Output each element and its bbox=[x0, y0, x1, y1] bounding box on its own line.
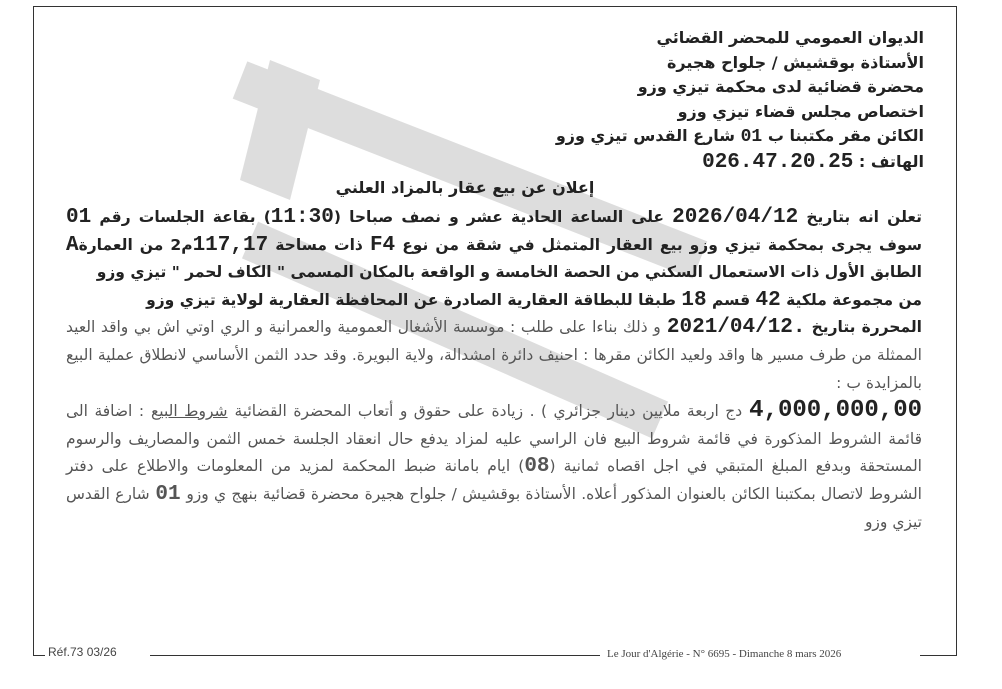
auction-time: 11:30 bbox=[270, 206, 334, 229]
auction-date: 2026/04/12 bbox=[672, 206, 799, 229]
area-value: 117,17 bbox=[192, 233, 269, 257]
starting-price: 4,000,000,00 bbox=[749, 397, 922, 425]
notice-title: إعلان عن بيع عقار بالمزاد العلني bbox=[335, 178, 595, 197]
header-jurisdiction: اختصاص مجلس قضاء تيزي وزو bbox=[677, 101, 924, 121]
header-court: محضرة قضائية لدى محكمة تيزي وزو bbox=[637, 77, 924, 96]
header-office: الديوان العمومي للمحضر القضائي bbox=[656, 28, 924, 47]
newspaper-footer: Le Jour d'Algérie - N° 6695 - Dimanche 8 mars 2026 bbox=[607, 648, 842, 660]
header-phone: الهاتف : 026.47.20.25 bbox=[702, 150, 924, 174]
notice-body: تعلن انه بتاريخ 2026/04/12 على الساعة الحادية عشر و نصف صباحا (11:30) بقاعة الجلسات رقم 01 سوف يجرى بمحكمة تيزي وزو بيع العقار المتمثل في شقة من نوع F4 ذات مساحة 117,17م2 من العمارةA الطابق الأول ذات الاستعمال السكني من الحصة الخامسة و الواقعة بالمكان المسمى " الكاف لحمر " تيزي وزو من مجموعة ملكية 42 قسم 18 طبقا للبطاقة العقارية الصادرة عن المحافظة العقارية لولاية تيزي وزو المحررة بتاريخ 2021/04/12. و ذلك بناءا على طلب : موسسة الأشغال العمومية والعمرانية و الري اوتي اش بي واقد العيد الممثلة من طرف مسير ها واقد ولعيد الكائن مقرها : احنيف دائرة امشدالة، ولاية البويرة. وقد حدد الثمن الأساسي لانطلاق عملية البيع بالمزايدة ب : 4,000,000,00 دج اربعة ملايين دينار جزائري ) . زيادة على حقوق و أتعاب المحضرة القضائية شروط البيع : اضافة الى قائمة الشروط المذكورة في قائمة شروط البيع فان الراسي عليه لمزاد يدفع حال انعقاد الجلسة خمس الثمن والمصاريف والرسوم المستحقة وبدفع المبلغ المتبقي في اجل اقصاه ثمانية (08) ايام بامانة ضبط المحكمة لمزيد من المعلومات والاطلاع على دفتر الشروط لاتصال بمكتبنا الكائن بالعنوان المذكور أعلاه. الأستاذة بوقشيش / جلواح هجيرة محضرة قضائية بنهج ي وزو 01 شارع القدس تيزي وزو bbox=[66, 206, 922, 531]
frame-bottom-rule bbox=[920, 655, 957, 656]
frame-bottom-rule bbox=[150, 655, 600, 656]
sale-conditions-heading: شروط البيع bbox=[151, 402, 228, 421]
header-address: الكائن مقر مكتبنا ب 01 شارع القدس تيزي وزو bbox=[555, 126, 924, 147]
bailiff-header bbox=[304, 26, 924, 175]
header-name: الأستاذة بوقشيش / جلواح هجيرة bbox=[666, 52, 924, 72]
frame-bottom-rule bbox=[33, 655, 45, 656]
phone-number: 026.47.20.25 bbox=[702, 150, 854, 174]
reference-number: Réf.73 03/26 bbox=[48, 645, 117, 659]
